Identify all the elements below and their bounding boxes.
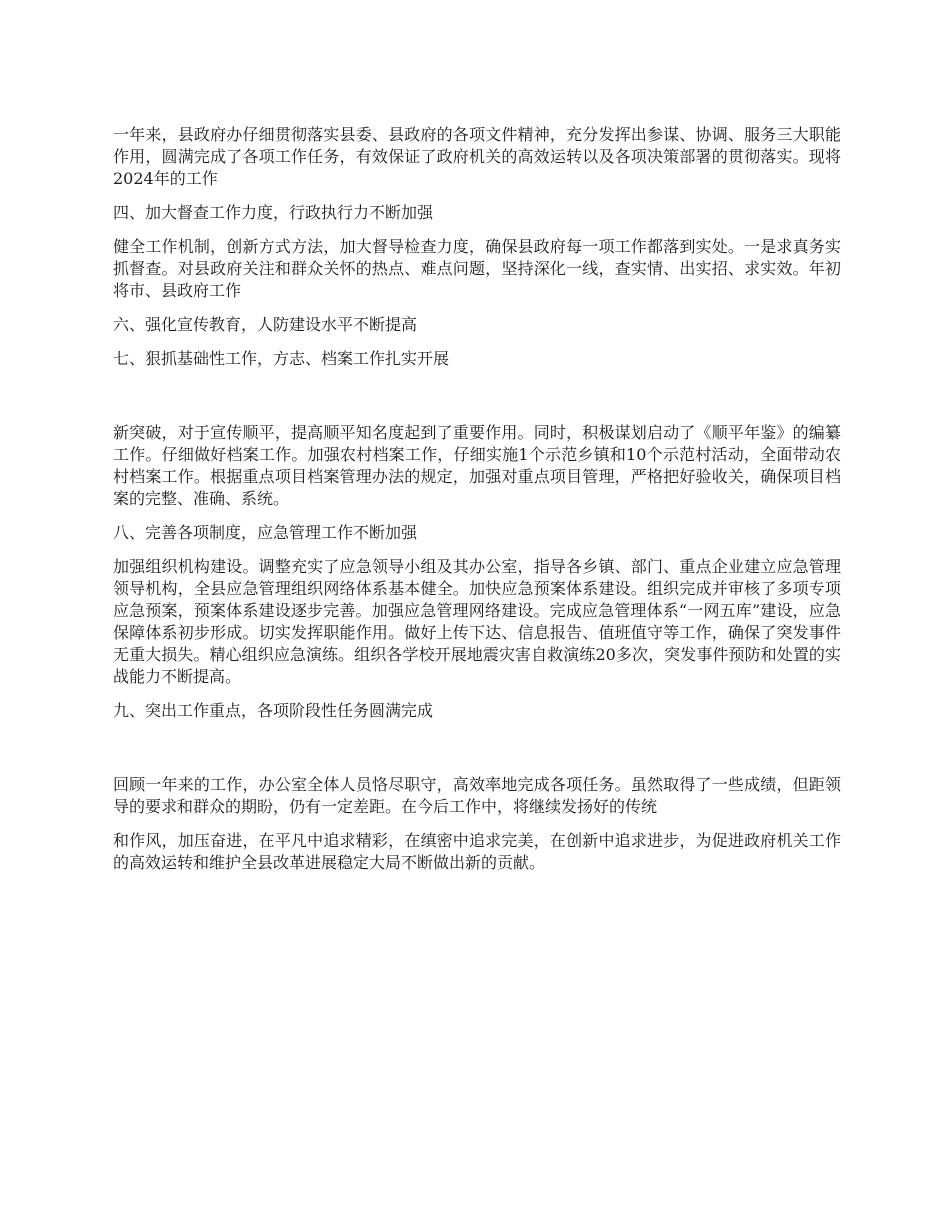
paragraph-supervision: 健全工作机制，创新方式方法，加大督导检查力度，确保县政府每一项工作都落到实处。一是求真务实抓督查。对县政府关注和群众关怀的热点、难点问题，坚持深化一线，查实情、出实招、求实效。年初将市、县政府工作: [113, 237, 841, 300]
paragraph-intro: 一年来，县政府办仔细贯彻落实县委、县政府的各项文件精神，充分发挥出参谋、协调、服务三大职能作用，圆满完成了各项工作任务，有效保证了政府机关的高效运转以及各项决策部署的贯彻落实。现将2024年的工作: [113, 125, 841, 188]
paragraph-archives: 新突破，对于宣传顺平，提高顺平知名度起到了重要作用。同时，积极谋划启动了《顺平年鉴》的编纂工作。仔细做好档案工作。加强农村档案工作，仔细实施1个示范乡镇和10个示范村活动，全面带动农村档案工作。根据重点项目档案管理办法的规定，加强对重点项目管理，严格把好验收关，确保项目档案的完整、准确、系统。: [113, 423, 841, 508]
heading-section-9: 九、突出工作重点，各项阶段性任务圆满完成: [113, 701, 434, 720]
paragraph-emergency: 加强组织机构建设。调整充实了应急领导小组及其办公室，指导各乡镇、部门、重点企业建立应急管理领导机构，全县应急管理组织网络体系基本健全。加快应急预案体系建设。组织完成并审核了多项专项应急预案，预案体系建设逐步完善。加强应急管理网络建设。完成应急管理体系“一网五库”建设，应急保障体系初步形成。切实发挥职能作用。做好上传下达、信息报告、值班值守等工作，确保了突发事件无重大损失。精心组织应急演练。组织各学校开展地震灾害自救演练20多次，突发事件预防和处置的实战能力不断提高。: [113, 557, 841, 686]
heading-section-7: 七、狠抓基础性工作，方志、档案工作扎实开展: [113, 349, 450, 368]
paragraph-review: 回顾一年来的工作，办公室全体人员恪尽职守，高效率地完成各项任务。虽然取得了一些成绩，但距领导的要求和群众的期盼，仍有一定差距。在今后工作中，将继续发扬好的传统: [113, 775, 841, 816]
blank-gap: [113, 382, 841, 422]
document-body: [113, 124, 841, 886]
paragraph-closing: 和作风，加压奋进，在平凡中追求精彩，在缜密中追求完美，在创新中追求进步，为促进政府机关工作的高效运转和维护全县改革进展稳定大局不断做出新的贡献。: [113, 831, 841, 872]
heading-section-8: 八、完善各项制度，应急管理工作不断加强: [113, 523, 418, 542]
heading-section-6: 六、强化宣传教育，人防建设水平不断提高: [113, 315, 418, 334]
blank-gap: [113, 734, 841, 774]
heading-section-4: 四、加大督查工作力度，行政执行力不断加强: [113, 203, 434, 222]
